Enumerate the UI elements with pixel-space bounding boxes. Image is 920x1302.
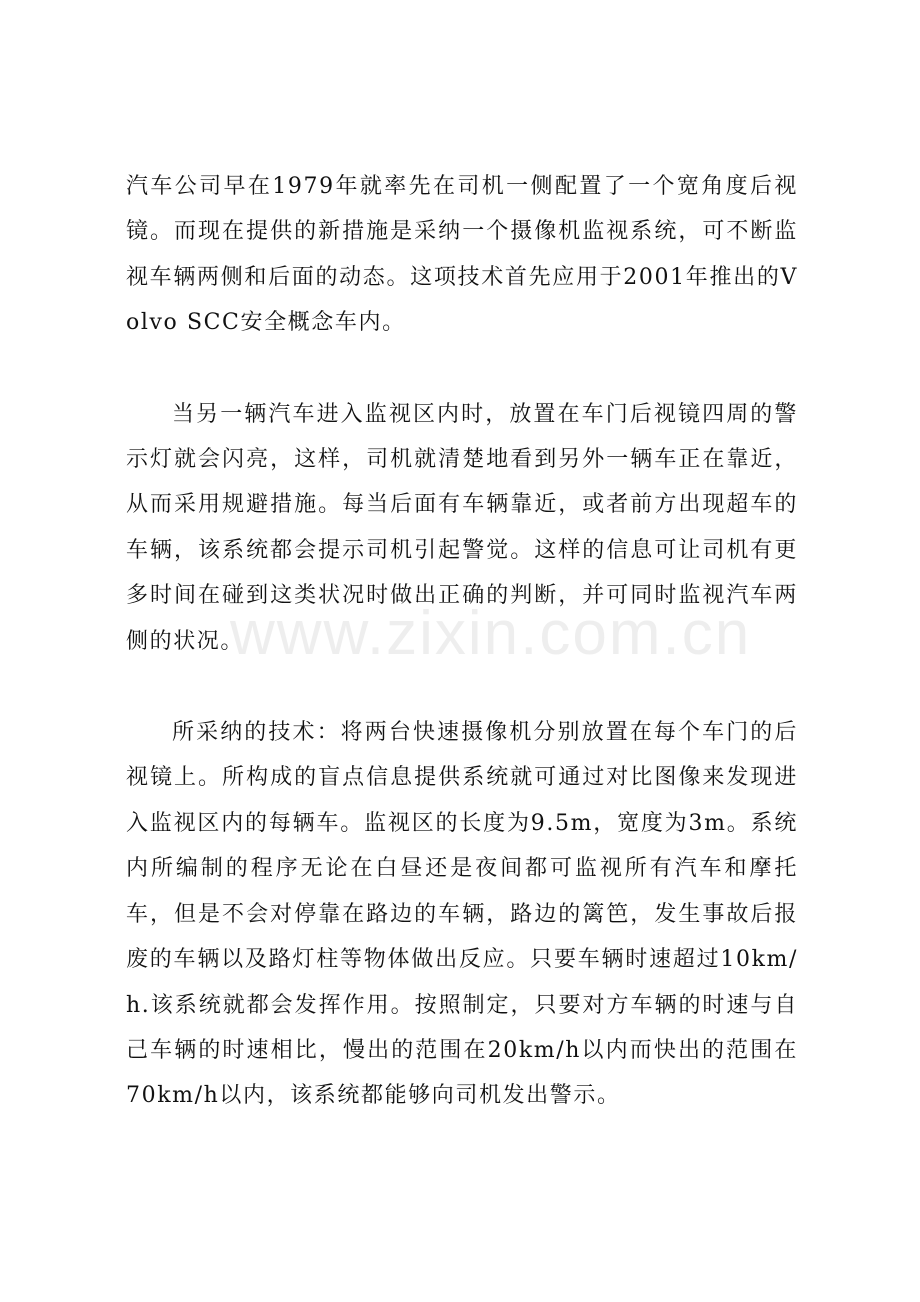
paragraph-gap	[126, 664, 798, 710]
paragraph-2: 当另一辆汽车进入监视区内时，放置在车门后视镜四周的警示灯就会闪亮，这样，司机就清楚地看到另外一辆车正在靠近，从而采用规避措施。每当后面有车辆靠近，或者前方出现超车的车辆，该系统都会提示司机引起警觉。这样的信息可让司机有更多时间在碰到这类状况时做出正确的判断，并可同时监视汽车两侧的状况。	[126, 401, 798, 654]
document-body	[126, 164, 798, 1119]
watermark: www.zixin.com.cn	[230, 599, 752, 668]
paragraph-3: 所采纳的技术：将两台快速摄像机分别放置在每个车门的后视镜上。所构成的盲点信息提供系统就可通过对比图像来发现进入监视区内的每辆车。监视区的长度为9.5m，宽度为3m。系统内所编制的程序无论在白昼还是夜间都可监视所有汽车和摩托车，但是不会对停靠在路边的车辆，路边的篱笆，发生事故后报废的车辆以及路灯柱等物体做出反应。只要车辆时速超过10km/h.该系统就都会发挥作用。按照制定，只要对方车辆的时速与自己车辆的时速相比，慢出的范围在20km/h以内而快出的范围在70km/h以内，该系统都能够向司机发出警示。	[126, 720, 798, 1109]
paragraph-gap	[126, 346, 798, 392]
paragraph-1: 汽车公司早在1979年就率先在司机一侧配置了一个宽角度后视镜。而现在提供的新措施是采纳一个摄像机监视系统，可不断监视车辆两侧和后面的动态。这项技术首先应用于2001年推出的Volvo SCC安全概念车内。	[126, 174, 798, 336]
